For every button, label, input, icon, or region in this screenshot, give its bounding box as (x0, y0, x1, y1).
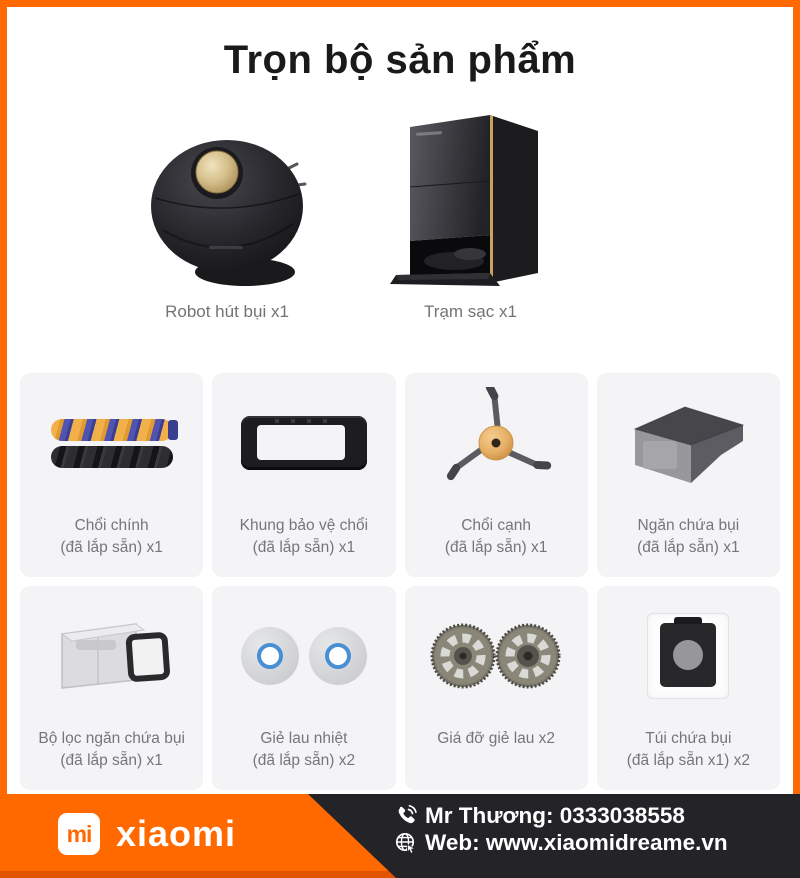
accessory-card-mop-holders (405, 586, 588, 790)
robot-vacuum-image (128, 128, 328, 293)
dust-box-image (597, 373, 780, 513)
mi-logo (58, 813, 100, 855)
robot-vacuum-label: Robot hút bụi x1 (165, 302, 289, 321)
dust-box-label: Ngăn chứa bụi (đã lắp sẵn) x1 (637, 517, 740, 556)
main-brush-image (20, 373, 203, 513)
charging-station-label: Trạm sạc x1 (424, 302, 517, 321)
main-brush-label: Chổi chính (đã lắp sẵn) x1 (60, 517, 163, 556)
web-text: Web: www.xiaomidreame.vn (425, 830, 728, 855)
charging-station-illustration (388, 102, 553, 294)
web-row (394, 830, 728, 856)
mop-holders-image (405, 586, 588, 726)
contact-block (394, 803, 728, 856)
filter-image (20, 586, 203, 726)
mi-logo-text: mi (66, 820, 92, 847)
accessory-card-main-brush (20, 373, 203, 577)
side-brush-image (405, 373, 588, 513)
accessory-card-filter (20, 586, 203, 790)
accessories-grid (20, 373, 780, 790)
filter-label: Bộ lọc ngăn chứa bụi (đã lắp sẵn) x1 (38, 730, 185, 769)
robot-vacuum-illustration (139, 128, 317, 293)
charging-station-image (380, 102, 560, 294)
mop-pad-left (241, 627, 299, 685)
dust-bag-label: Túi chứa bụi (đã lắp sẵn x1) x2 (626, 730, 750, 769)
phone-text: Mr Thương: 0333038558 (425, 803, 685, 828)
brush-guard-image (212, 373, 395, 513)
side-brush-label: Chổi cạnh (đã lắp sẵn) x1 (444, 517, 548, 556)
gold-accent-stripe (490, 115, 493, 283)
brush-guard-label: Khung bảo vệ chổi (đã lắp sẵn) x1 (239, 517, 369, 556)
footer-banner (0, 794, 800, 878)
dust-bag-image (597, 586, 780, 726)
accessory-card-brush-guard (212, 373, 395, 577)
xiaomi-wordmark: xiaomi (116, 813, 237, 854)
globe-icon (394, 831, 418, 855)
page-title: Trọn bộ sản phẩm (223, 38, 577, 82)
phone-row (394, 803, 728, 829)
mop-holders-label: Giá đỡ giẻ lau x2 (437, 730, 556, 747)
accessory-card-mop-pads (212, 586, 395, 790)
phone-icon (394, 804, 418, 828)
accessory-card-dust-bag (597, 586, 780, 790)
brand-block (58, 813, 236, 855)
mop-pad-right (309, 627, 367, 685)
accessory-card-dust-box (597, 373, 780, 577)
mop-pads-label: Giẻ lau nhiệt (đã lắp sẵn) x2 (252, 730, 356, 769)
accessory-card-side-brush (405, 373, 588, 577)
mop-pads-image (212, 586, 395, 726)
